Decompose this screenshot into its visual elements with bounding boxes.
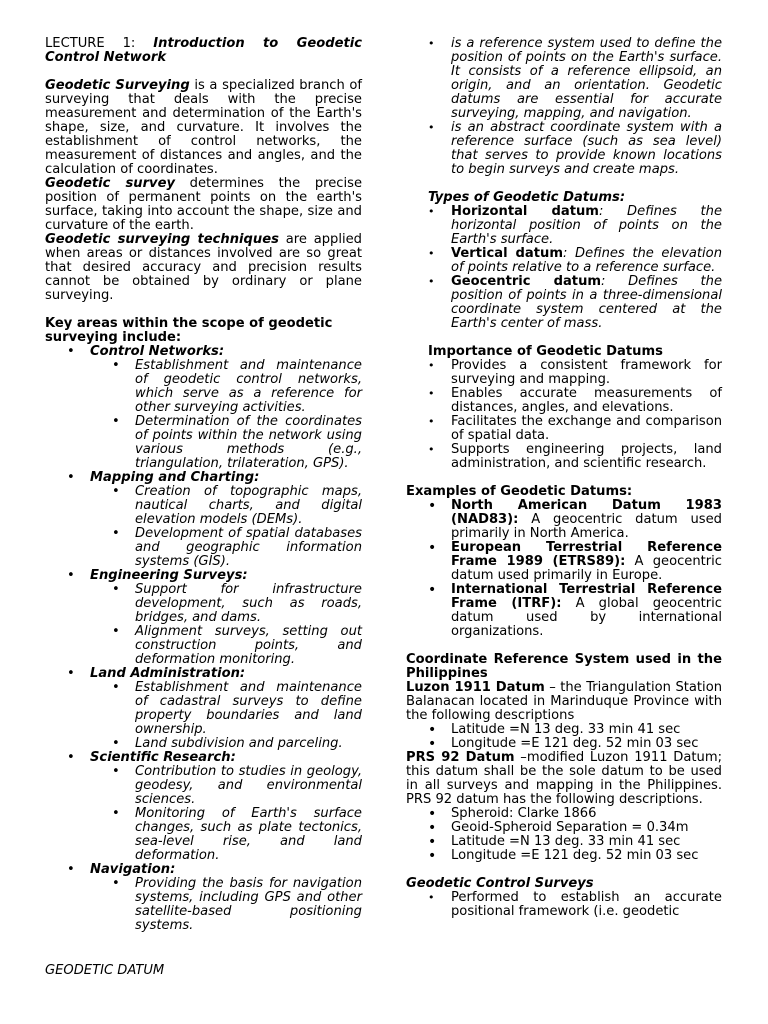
bullet-icon: • (428, 806, 437, 822)
key-area-subitem (90, 415, 362, 471)
bullet-icon: • (112, 526, 120, 541)
subitem-text: Monitoring of Earth's surface changes, such as plate tectonics, sea-level rise, and land deformation. (135, 806, 362, 863)
luzon-list (406, 723, 722, 751)
bullet-icon: • (67, 862, 75, 877)
example-item (406, 583, 722, 639)
type-text: : Defines the elevation of points relative to a reference surface. (451, 246, 722, 275)
lecture-title (45, 37, 362, 65)
example-text: A geocentric datum used primarily in North America. (451, 512, 722, 541)
intro-text-3: are applied when areas or distances involved are so great that desired accuracy and precision results cannot be obtained by ordinary or plane surveying. (45, 232, 362, 303)
key-areas-list (45, 345, 362, 933)
bullet-icon: • (428, 736, 437, 752)
examples-heading: Examples of Geodetic Datums: (406, 484, 633, 499)
control-survey-text: Performed to establish an accurate positional framework (i.e. geodetic (451, 890, 722, 919)
bullet-icon: • (428, 820, 437, 836)
bullet-icon: • (67, 344, 75, 359)
subitem-text: Creation of topographic maps, nautical charts, and digital elevation models (DEMs). (135, 484, 362, 527)
key-area-item (45, 471, 362, 569)
definition-text: is an abstract coordinate system with a reference surface (such as sea level) that serves to provide known locations to begin surveys and create maps. (451, 120, 722, 177)
importance-item (406, 415, 722, 443)
coordinate-item (406, 821, 722, 835)
importance-heading: Importance of Geodetic Datums (428, 344, 663, 359)
intro-paragraph-2 (45, 177, 362, 233)
key-area-sublist (90, 359, 362, 471)
bullet-icon: • (112, 582, 120, 597)
example-text: A geocentric datum used primarily in Europe. (451, 554, 722, 583)
subitem-text: Establishment and maintenance of geodetic control networks, which serve as a reference for other surveying activities. (135, 358, 362, 415)
intro-text-2: determines the precise position of permanent points on the earth's surface, taking into account the shape, size and curvature of the earth. (45, 176, 363, 233)
bullet-icon: • (428, 891, 435, 904)
key-area-title: Engineering Surveys: (90, 568, 248, 583)
coordinate-text: Longitude =E 121 deg. 52 min 03 sec (451, 848, 699, 863)
subitem-text: Establishment and maintenance of cadastral surveys to define property boundaries and land ownership. (135, 680, 362, 737)
types-heading: Types of Geodetic Datums: (428, 190, 626, 205)
key-area-item (45, 751, 362, 863)
bullet-icon: • (428, 275, 435, 288)
example-term: European Terrestrial Reference Frame 1989 (ETRS89): (451, 540, 722, 569)
bullet-icon: • (428, 848, 437, 864)
subitem-text: Development of spatial databases and geographic information systems (GIS). (135, 526, 362, 569)
luzon-paragraph (406, 681, 722, 723)
key-area-subitem (90, 877, 362, 933)
crs-heading: Coordinate Reference System used in the Philippines (406, 652, 722, 681)
key-area-title: Mapping and Charting: (90, 470, 260, 485)
importance-item (406, 387, 722, 415)
definition-text: is a reference system used to define the position of points on the Earth's surface. It consists of a reference ellipsoid, an origin, and an orientation. Geodetic datums are essential for accurate surveying, mapping, and navigation. (451, 36, 722, 121)
prs-text: –modified Luzon 1911 Datum; this datum shall be the sole datum to be used in all surveys and mapping in the Philippines. PRS 92 datum has the following descriptions. (406, 750, 722, 807)
example-item (406, 541, 722, 583)
bullet-icon: • (112, 680, 120, 695)
key-area-item (45, 345, 362, 471)
key-area-sublist (90, 485, 362, 569)
example-item (406, 499, 722, 541)
importance-text: Provides a consistent framework for surveying and mapping. (451, 358, 722, 387)
key-area-item (45, 569, 362, 667)
importance-text: Enables accurate measurements of distances, angles, and elevations. (451, 386, 722, 415)
key-area-title: Control Networks: (90, 344, 225, 359)
key-area-subitem (90, 527, 362, 569)
importance-list (406, 359, 722, 471)
coordinate-item (406, 723, 722, 737)
key-area-sublist (90, 765, 362, 863)
bullet-icon: • (67, 470, 75, 485)
subitem-text: Determination of the coordinates of points within the network using various methods (e.g., triangulation, trilateration, GPS). (135, 414, 362, 471)
prs-list (406, 807, 722, 863)
geodetic-datum-heading: GEODETIC DATUM (45, 963, 165, 978)
key-area-subitem (90, 807, 362, 863)
term-geodetic-survey: Geodetic survey (45, 176, 175, 191)
importance-text: Supports engineering projects, land administration, and scientific research. (451, 442, 722, 471)
coordinate-text: Latitude =N 13 deg. 33 min 41 sec (451, 834, 681, 849)
key-area-subitem (90, 765, 362, 807)
intro-paragraph-1 (45, 79, 362, 177)
type-term: Geocentric datum (451, 274, 602, 289)
bullet-icon: • (112, 806, 120, 821)
datum-definition-item (406, 37, 722, 121)
bullet-icon: • (428, 582, 437, 598)
bullet-icon: • (428, 121, 435, 134)
prs-term: PRS 92 Datum (406, 750, 515, 765)
key-area-subitem (90, 485, 362, 527)
bullet-icon: • (428, 247, 435, 260)
intro-paragraph-3 (45, 233, 362, 303)
key-area-subitem (90, 737, 362, 751)
control-survey-item (406, 891, 722, 919)
bullet-icon: • (428, 443, 435, 456)
key-area-title: Scientific Research: (90, 750, 236, 765)
coordinate-item (406, 835, 722, 849)
key-area-sublist (90, 583, 362, 667)
subitem-text: Alignment surveys, setting out construction points, and deformation monitoring. (135, 624, 362, 667)
importance-text: Facilitates the exchange and comparison of spatial data. (451, 414, 722, 443)
coordinate-text: Latitude =N 13 deg. 33 min 41 sec (451, 722, 681, 737)
coordinate-item (406, 807, 722, 821)
control-surveys-list (406, 891, 722, 919)
key-areas-heading: Key areas within the scope of geodetic surveying include: (45, 316, 333, 345)
examples-list (406, 499, 722, 639)
type-item (406, 205, 722, 247)
bullet-icon: • (112, 736, 120, 751)
bullet-icon: • (112, 484, 120, 499)
datum-definitions-list (406, 37, 722, 177)
bullet-icon: • (112, 764, 120, 779)
bullet-icon: • (428, 834, 437, 850)
bullet-icon: • (112, 624, 120, 639)
subitem-text: Land subdivision and parceling. (135, 736, 343, 751)
bullet-icon: • (112, 876, 120, 891)
prs-paragraph (406, 751, 722, 807)
bullet-icon: • (428, 37, 435, 50)
example-term: International Terrestrial Reference Frame (ITRF): (451, 582, 722, 611)
coordinate-text: Longitude =E 121 deg. 52 min 03 sec (451, 736, 699, 751)
term-geodetic-surveying: Geodetic Surveying (45, 78, 190, 93)
subitem-text: Contribution to studies in geology, geodesy, and environmental sciences. (135, 764, 362, 807)
type-item (406, 247, 722, 275)
coordinate-text: Spheroid: Clarke 1866 (451, 806, 597, 821)
bullet-icon: • (67, 666, 75, 681)
intro-text-1: is a specialized branch of surveying that deals with the precise measurement and determination of the Earth's shape, size, and curvature. It involves the establishment of control networks, the measurement of distances and angles, and the calculation of coordinates. (45, 78, 362, 177)
subitem-text: Providing the basis for navigation systems, including GPS and other satellite-based positioning systems. (135, 876, 362, 933)
key-area-sublist (90, 877, 362, 933)
bullet-icon: • (428, 415, 435, 428)
datum-definition-item (406, 121, 722, 177)
right-column (406, 37, 722, 919)
coordinate-text: Geoid-Spheroid Separation = 0.34m (451, 820, 689, 835)
bullet-icon: • (112, 358, 120, 373)
key-area-sublist (90, 681, 362, 751)
bullet-icon: • (428, 205, 435, 218)
type-term: Horizontal datum (451, 204, 599, 219)
type-term: Vertical datum (451, 246, 563, 261)
key-area-subitem (90, 681, 362, 737)
key-area-title: Land Administration: (90, 666, 246, 681)
example-term: North American Datum 1983 (NAD83): (451, 498, 722, 527)
term-geodetic-techniques: Geodetic surveying techniques (45, 232, 279, 247)
bullet-icon: • (428, 540, 437, 556)
bullet-icon: • (428, 498, 437, 514)
bullet-icon: • (67, 750, 75, 765)
bullet-icon: • (112, 414, 120, 429)
bullet-icon: • (67, 568, 75, 583)
type-text: : Defines the horizontal position of points on the Earth's surface. (451, 204, 723, 247)
key-area-item (45, 667, 362, 751)
key-area-subitem (90, 583, 362, 625)
bullet-icon: • (428, 359, 435, 372)
types-list (406, 205, 722, 331)
key-area-subitem (90, 625, 362, 667)
coordinate-item (406, 737, 722, 751)
subitem-text: Support for infrastructure development, such as roads, bridges, and dams. (135, 582, 362, 625)
control-surveys-heading: Geodetic Control Surveys (406, 876, 594, 891)
type-item (406, 275, 722, 331)
luzon-term: Luzon 1911 Datum (406, 680, 545, 695)
importance-item (406, 443, 722, 471)
importance-item (406, 359, 722, 387)
coordinate-item (406, 849, 722, 863)
luzon-text: – the Triangulation Station Balanacan located in Marinduque Province with the following descriptions (406, 680, 722, 723)
lecture-label: LECTURE 1: (45, 36, 136, 51)
bullet-icon: • (428, 387, 435, 400)
key-area-item (45, 863, 362, 933)
key-area-title: Navigation: (90, 862, 176, 877)
key-area-subitem (90, 359, 362, 415)
example-text: A global geocentric datum used by international organizations. (451, 596, 722, 639)
type-text: : Defines the position of points in a three-dimensional coordinate system centered at the Earth's center of mass. (451, 274, 722, 331)
bullet-icon: • (428, 722, 437, 738)
lecture-title-text: Introduction to Geodetic Control Network (45, 36, 362, 65)
left-column (45, 37, 362, 933)
